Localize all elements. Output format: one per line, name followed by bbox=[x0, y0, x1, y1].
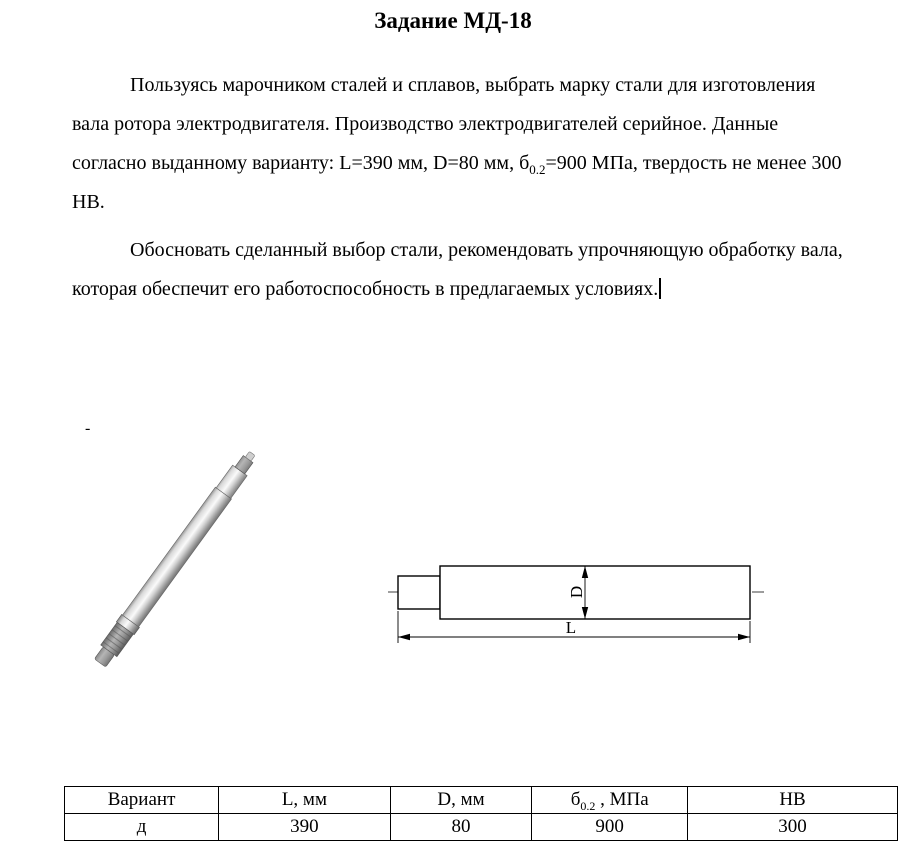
cell-sigma[interactable]: 900 bbox=[532, 814, 688, 841]
cell-diameter[interactable]: 80 bbox=[390, 814, 532, 841]
sigma-units: , МПа bbox=[595, 789, 649, 810]
table-row bbox=[65, 814, 898, 841]
table-header-length[interactable]: L, мм bbox=[219, 787, 391, 814]
drawing-stub bbox=[398, 576, 440, 609]
table-header-row bbox=[65, 787, 898, 814]
paragraph-1-text-after: =900 МПа, твердость не менее 300 НВ. bbox=[72, 152, 842, 213]
sigma-header-subscript: 0.2 bbox=[580, 798, 596, 813]
diameter-label: D bbox=[567, 585, 586, 599]
shaft-photo[interactable] bbox=[70, 415, 280, 690]
text-block bbox=[72, 66, 844, 318]
paragraph-1-text: Пользуясь марочником сталей и сплавов, выбрать марку стали для изготовления вала ротора электродвигателя. Производство электродвигателей серийное. Данные согласно выданному варианту: L=390 мм, D=80 мм, б bbox=[72, 74, 816, 174]
shaft-photo-group bbox=[91, 447, 261, 669]
cell-length[interactable]: 390 bbox=[219, 814, 391, 841]
variant-table bbox=[64, 786, 898, 841]
sigma-subscript: 0.2 bbox=[529, 162, 546, 177]
paragraph-justification[interactable] bbox=[72, 231, 844, 309]
stray-dash: - bbox=[85, 420, 91, 437]
cell-hardness[interactable]: 300 bbox=[688, 814, 898, 841]
sigma-symbol: б bbox=[570, 789, 581, 810]
paragraph-2-text: Обосновать сделанный выбор стали, рекомендовать упрочняющую обработку вала, которая обеспечит его работоспособность в предлагаемых условиях. bbox=[72, 239, 843, 300]
drawing-body bbox=[440, 566, 750, 619]
paragraph-task[interactable] bbox=[72, 66, 844, 222]
table-header-sigma[interactable] bbox=[532, 787, 688, 814]
table-header-hardness[interactable]: НВ bbox=[688, 787, 898, 814]
text-cursor bbox=[659, 278, 661, 299]
shaft-drawing[interactable] bbox=[388, 552, 773, 652]
table-header-variant[interactable]: Вариант bbox=[65, 787, 219, 814]
cell-variant[interactable]: д bbox=[65, 814, 219, 841]
document-title[interactable]: Задание МД-18 bbox=[374, 8, 532, 33]
length-label: L bbox=[565, 618, 577, 637]
table-header-diameter[interactable]: D, мм bbox=[390, 787, 532, 814]
shaft-body bbox=[122, 487, 231, 627]
